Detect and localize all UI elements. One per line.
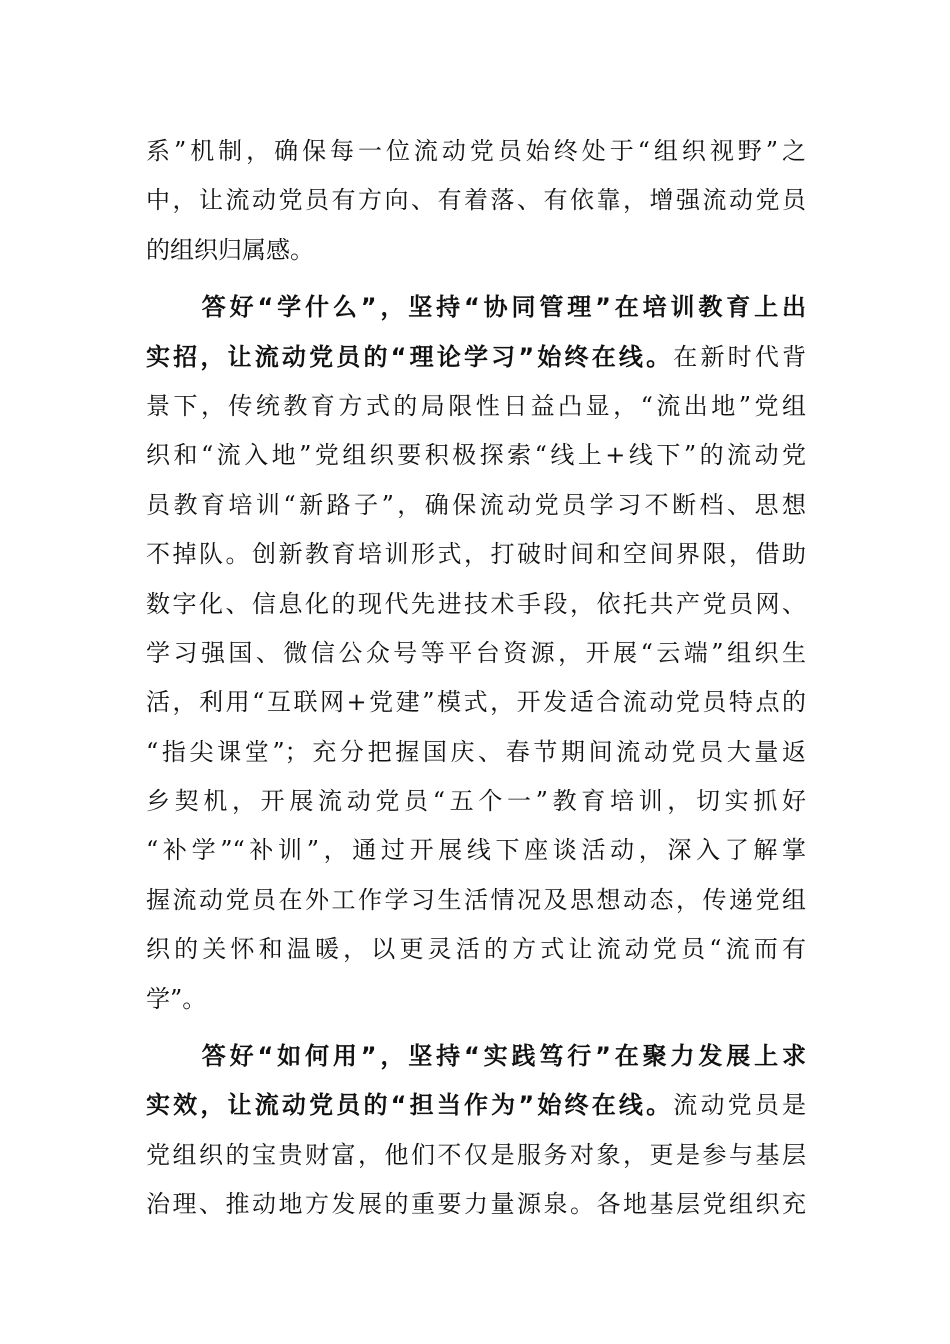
text-line: 景下，传统教育方式的局限性日益凸显，“流出地”党组 (146, 391, 806, 420)
text-line: 系”机制，确保每一位流动党员始终处于“组织视野”之 (146, 137, 806, 165)
heading-line: 答好“如何用”，坚持“实践笃行”在聚力发展上求 (146, 1042, 806, 1071)
text-line: “指尖课堂”；充分把握国庆、春节期间流动党员大量返 (146, 737, 806, 766)
text-line: 活，利用“互联网+党建”模式，开发适合流动党员特点的 (146, 688, 806, 717)
heading-text: 实效，让流动党员的“担当作为”始终在线。 (146, 1091, 674, 1120)
text-line: 员教育培训“新路子”，确保流动党员学习不断档、思想 (146, 490, 806, 519)
text-line: 学”。 (146, 984, 207, 1013)
text-line: 乡契机，开展流动党员“五个一”教育培训，切实抓好 (146, 787, 806, 816)
text-line: 的组织归属感。 (146, 235, 314, 264)
body-text: 在新时代背 (673, 342, 806, 371)
text-line: “补学”“补训”，通过开展线下座谈活动，深入了解掌 (146, 836, 806, 865)
body-text: 流动党员是 (673, 1091, 806, 1120)
paragraph-2 (146, 283, 806, 1024)
document-page (146, 127, 806, 1238)
text-line: 学习强国、微信公众号等平台资源，开展“云端”组织生 (146, 638, 806, 667)
heading-text: 实招，让流动党员的“理论学习”始终在线。 (146, 342, 674, 371)
text-line: 织和“流入地”党组织要积极探索“线上+线下”的流动党 (146, 441, 806, 470)
text-line: 握流动党员在外工作学习生活情况及思想动态，传递党组 (146, 885, 806, 914)
text-line: 治理、推动地方发展的重要力量源泉。各地基层党组织充 (146, 1190, 806, 1219)
text-line: 中，让流动党员有方向、有着落、有依靠，增强流动党员 (146, 186, 806, 215)
text-line: 数字化、信息化的现代先进技术手段，依托共产党员网、 (146, 589, 806, 618)
paragraph-1 (146, 127, 806, 275)
heading-line: 答好“学什么”，坚持“协同管理”在培训教育上出 (146, 293, 806, 322)
mixed-line (146, 1081, 806, 1130)
text-line: 党组织的宝贵财富，他们不仅是服务对象，更是参与基层 (146, 1140, 806, 1169)
text-line: 织的关怀和温暖，以更灵活的方式让流动党员“流而有 (146, 935, 806, 964)
mixed-line (146, 333, 806, 382)
text-line: 不掉队。创新教育培训形式，打破时间和空间界限，借助 (146, 540, 806, 569)
paragraph-3 (146, 1032, 806, 1230)
